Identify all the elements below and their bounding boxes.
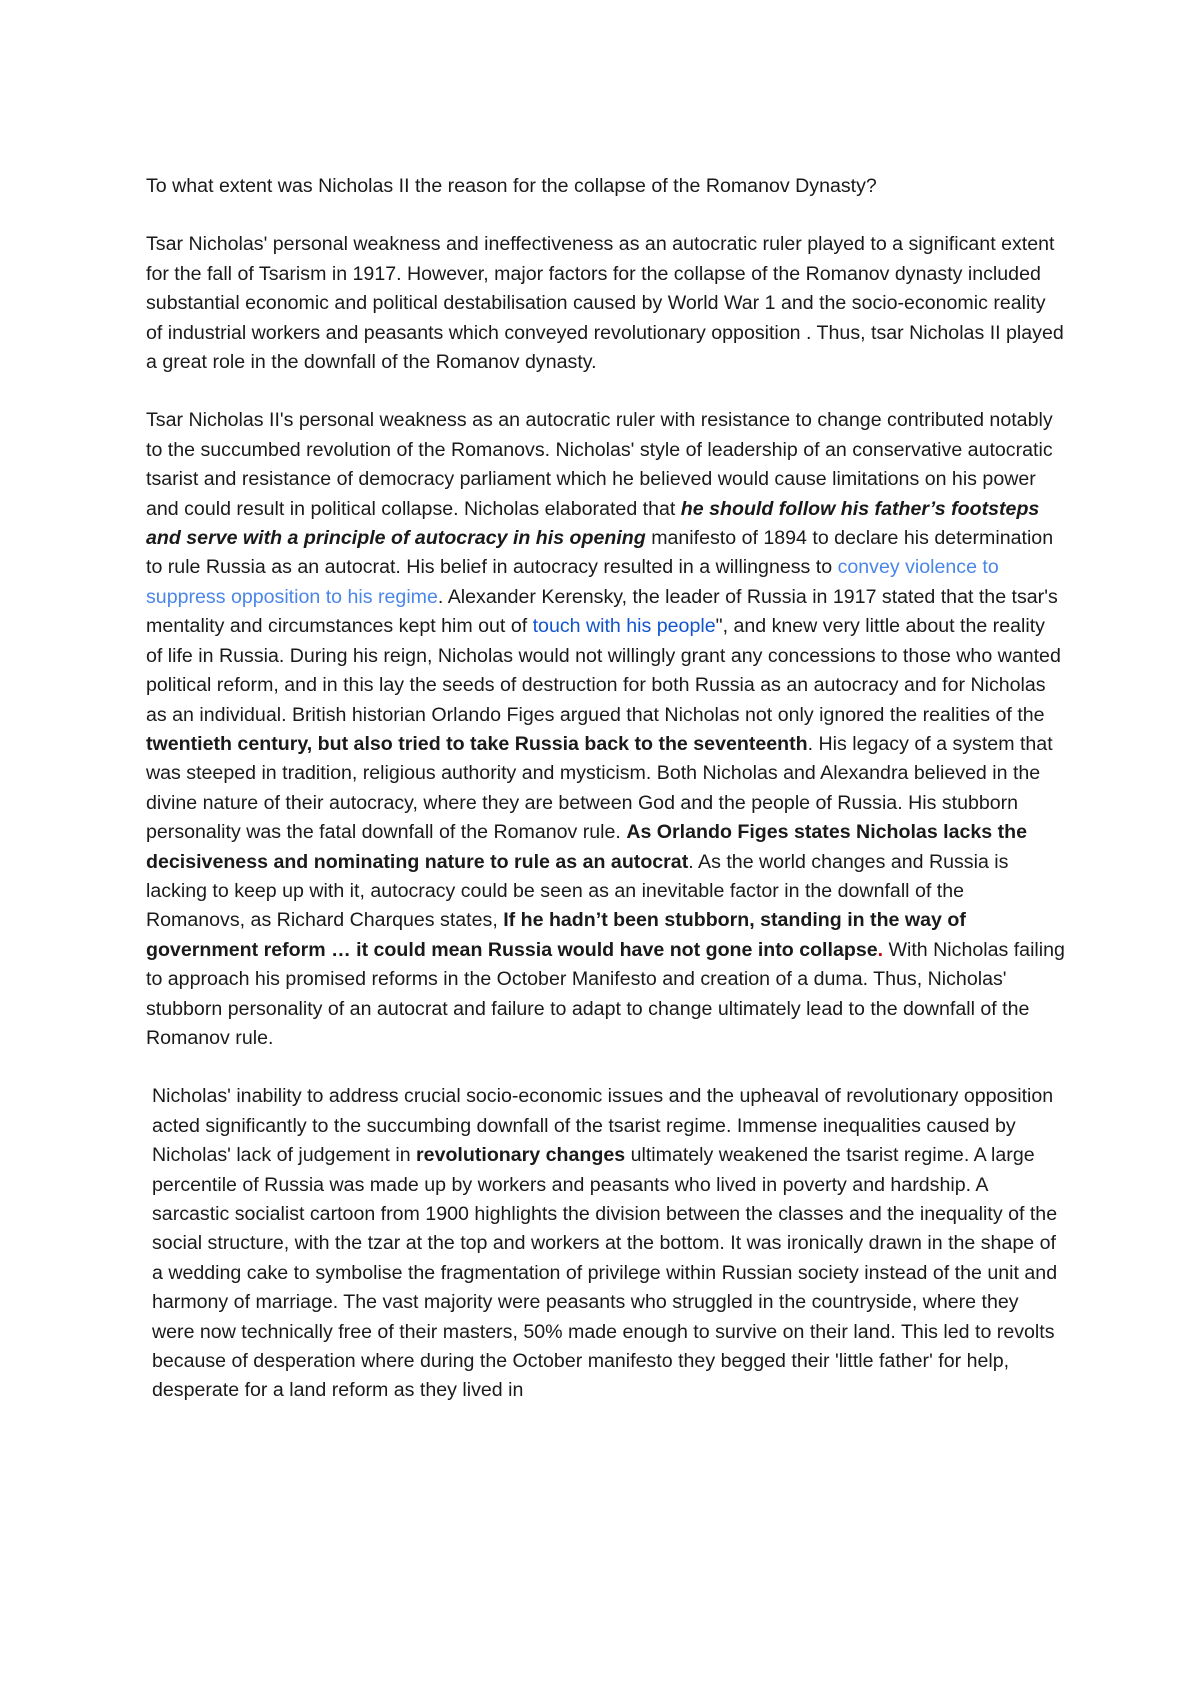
text-span: ultimately weakened the tsarist regime. A large percentile of Russia was made up by workers and peasants who lived in poverty and hardship. A sarcastic socialist cartoon from 1900 highlights the division between the classes and the inequality of the social structure, with the tzar at the top and workers at the bottom. It was ironically drawn in the shape of a wedding cake to symbolise the fragmentation of privilege within Russian society instead of the unit and harmony of marriage. The vast majority were peasants who struggled in the countryside, where they were now technically free of their masters, 50% made enough to survive on their land. This led to revolts because of desperation where during the October manifesto they begged their 'little father' for help, desperate for a land reform as they lived in [152,1144,1058,1402]
text-span: . Alexander Kerensky, the leader of Russia in 1917 stated that the tsar's mentality and circumstances kept him out of [146,585,1058,638]
bold-quote-figes: twentieth century, but also tried to take Russia back to the seventeenth [146,732,808,755]
hyperlink-touch-with-people[interactable]: touch with his people [532,615,716,638]
bold-quote-charques: If he hadn’t been stubborn, standing in the way of government reform … it could mean Russia would have not gone into collapse [146,909,966,961]
bold-phrase-revolutionary-changes: revolutionary changes [416,1144,626,1167]
text-span: ", and knew very little about the reality of life in Russia. During his reign, Nicholas would not willingly grant any concessions to those who wanted political reform, and in this lay the seeds of destruction for both Russia as an autocracy and for Nicholas as an individual. British historian Orlando Figes argued that Nicholas not only ignored the realities of the [146,615,1061,726]
paragraph-introduction: Tsar Nicholas' personal weakness and ineffectiveness as an autocratic ruler played to a significant extent for the fall of Tsarism in 1917. However, major factors for the collapse of the Romanov dynasty included substantial economic and political destabilisation caused by World War 1 and the socio-economic reality of industrial workers and peasants which conveyed revolutionary opposition . Thus, tsar Nicholas II played a great role in the downfall of the Romanov dynasty. [146,233,1064,374]
text-span: Nicholas' inability to address crucial socio-economic issues and the upheaval of revolutionary opposition acted significantly to the succumbing downfall of the tsarist regime. Immense inequalities caused by Nicholas' lack of judgement in [152,1085,1054,1167]
text-span: . As the world changes and Russia is lacking to keep up with it, autocracy could be seen as an inevitable factor in the downfall of the Romanovs, as Richard Charques states, [146,850,1009,932]
hyperlink-convey-violence[interactable]: convey violence to suppress opposition to his regime [146,556,999,608]
essay-title: To what extent was Nicholas II the reason for the collapse of the Romanov Dynasty? [146,175,877,197]
text-span: Tsar Nicholas II's personal weakness as an autocratic ruler with resistance to change contributed notably to the succumbed revolution of the Romanovs. Nicholas' style of leadership of an conservative autocratic tsarist and resistance of democracy parliament which he believed would cause limitations on his power and could result in political collapse. Nicholas elaborated that [146,409,1053,520]
document-body [146,172,1066,1435]
red-period: . [877,938,884,961]
bold-quote-figes-decisiveness: As Orlando Figes states Nicholas lacks the decisiveness and nominating nature to rule as an autocrat [146,821,1028,873]
text-span: manifesto of 1894 to declare his determination to rule Russia as an autocrat. His belief in autocracy resulted in a willingness to [146,527,1054,579]
paragraph-socio-economic [146,1082,1066,1405]
paragraph-personal-weakness [146,406,1066,1053]
bold-italic-quote: he should follow his father’s footsteps and serve with a principle of autocracy in his opening [146,497,1040,550]
text-span: With Nicholas failing to approach his promised reforms in the October Manifesto and creation of a duma. Thus, Nicholas' stubborn personality of an autocrat and failure to adapt to change ultimately lead to the downfall of the Romanov rule. [146,938,1065,1049]
text-span: . His legacy of a system that was steeped in tradition, religious authority and mysticism. Both Nicholas and Alexandra believed in the divine nature of their autocracy, where they are between God and the people of Russia. His stubborn personality was the fatal downfall of the Romanov rule. [146,732,1053,844]
